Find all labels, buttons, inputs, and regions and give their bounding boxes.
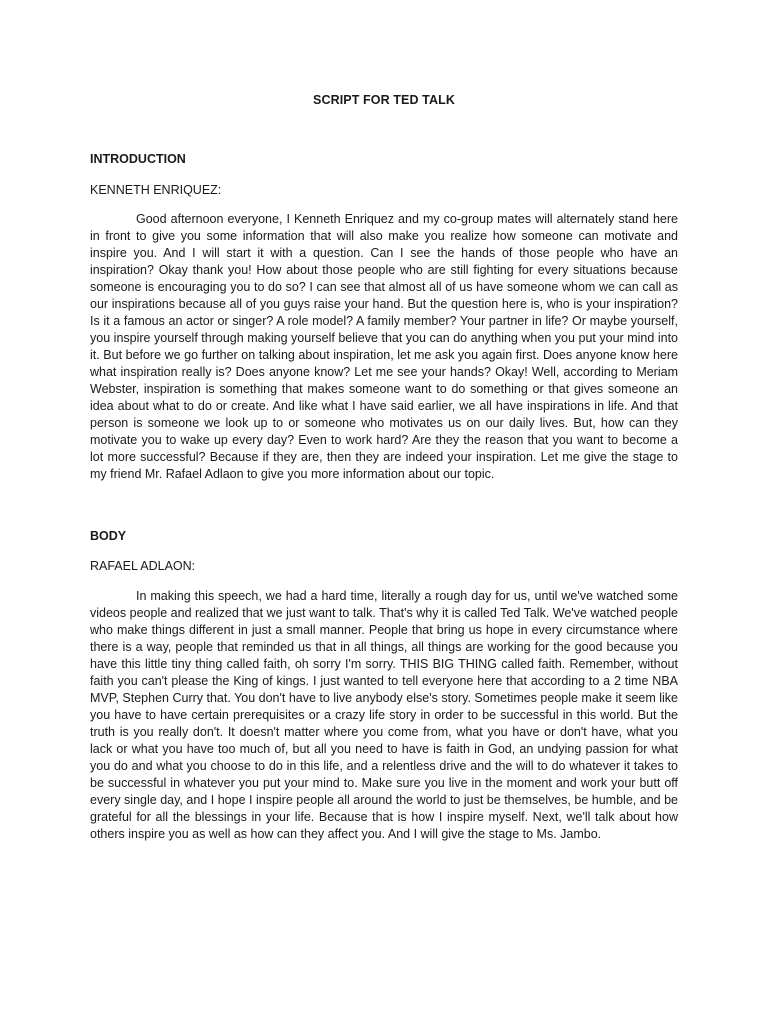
document-title: SCRIPT FOR TED TALK xyxy=(313,93,455,107)
body-paragraph: In making this speech, we had a hard time, literally a rough day for us, until we've watched some videos people and realized that we just want to talk. That's why it is called Ted Talk. We've watched people who make things different in just a small manner. People that bring us hope in every circumstance where there is a way, people that reminded us that in all things, all things are working for the good because you have this little tiny thing called faith, oh sorry I'm sorry. THIS BIG THING called faith. Remember, without faith you can't please the King of kings. I just wanted to tell everyone here that according to a 2 time NBA MVP, Stephen Curry that. You don't have to live anybody else's story. Sometimes people make it seem like you have to have certain prerequisites or a crazy life story in order to be successful in this world. But the truth is you really don't. It doesn't matter where you come from, what you have or don't have, what you lack or what you have too much of, but all you need to have is faith in God, an undying passion for what you do and what you choose to do in this life, and a relentless drive and the will to do whatever it takes to be successful in whatever you put your mind to. Make sure you live in the moment and work your butt off every single day, and I hope I inspire people all around the world to just be themselves, be humble, and be grateful for all the blessings in your life. Because that is how I inspire myself. Next, we'll talk about how others inspire you as well as how can they affect you. And I will give the stage to Ms. Jambo. xyxy=(90,589,678,841)
speaker-name-kenneth: KENNETH ENRIQUEZ: xyxy=(90,183,222,197)
section-heading-introduction: INTRODUCTION xyxy=(90,152,186,166)
speaker-name-rafael: RAFAEL ADLAON: xyxy=(90,559,196,573)
section-heading-body: BODY xyxy=(90,529,127,543)
introduction-paragraph: Good afternoon everyone, I Kenneth Enriquez and my co-group mates will alternately stand here in front to give you some information that will also make you realize how someone can motivate and inspire you. And I will start it with a question. Can I see the hands of those people who have an inspiration? Okay thank you! How about those people who are still fighting for every situations because someone is encouraging you to do so? I can see that almost all of us have someone whom we can call as our inspirations because all of you guys raise your hand. But the question here is, who is your inspiration? Is it a famous an actor or singer? A role model? A family member? Your partner in life? Or maybe yourself, you inspire yourself through making yourself believe that you can do anything when you put your mind into it. But before we go further on talking about inspiration, let me ask you again first. Does anyone know here what inspiration really is? Does anyone know? Let me see your hands? Okay! Well, according to Meriam Webster, inspiration is something that makes someone want to do something or that gives someone an idea about what to do or create. And like what I have said earlier, we all have inspirations in life. And that person is someone we look up to or someone who motivates us on our daily lives. But, how can they motivate you to wake up every day? Even to work hard? Are they the reason that you want to become a lot more successful? Because if they are, then they are indeed your inspiration. Let me give the stage to my friend Mr. Rafael Adlaon to give you more information about our topic. xyxy=(90,212,678,481)
